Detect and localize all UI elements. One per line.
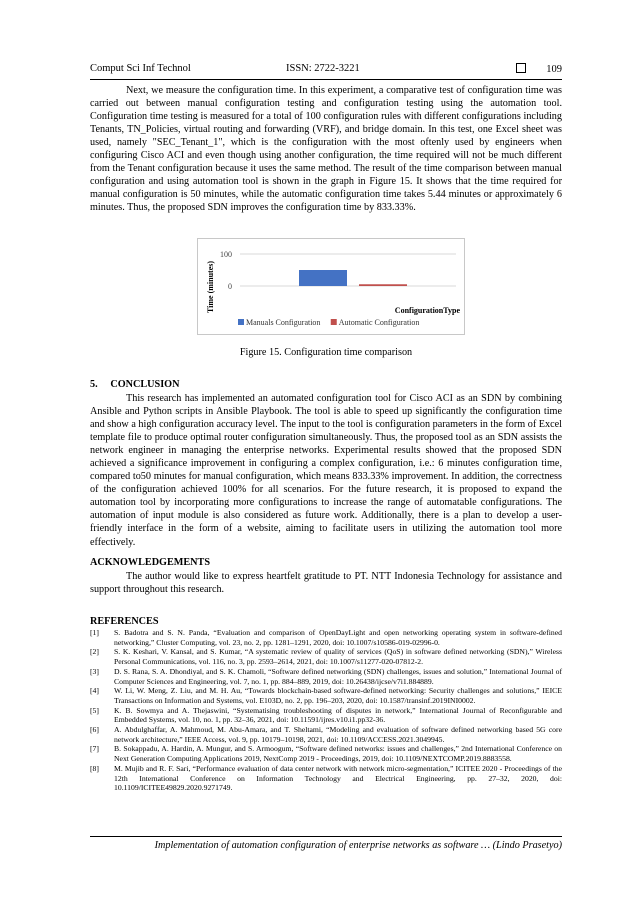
journal-name: Comput Sci Inf Technol [90, 63, 191, 74]
reference-list [90, 628, 562, 793]
x-axis-label: ConfigurationType [394, 306, 460, 315]
reference-number: [1] [90, 628, 99, 637]
legend-swatch [238, 319, 244, 325]
page-number-group [516, 63, 562, 75]
reference-item [90, 706, 562, 725]
reference-item [90, 667, 562, 686]
checkbox-square-icon [516, 63, 526, 73]
configuration-time-chart [197, 238, 465, 335]
reference-number: [4] [90, 686, 99, 696]
chart-grid [240, 254, 456, 286]
intro-paragraph [90, 84, 562, 214]
conclusion-heading [90, 379, 179, 390]
reference-text: W. Li, W. Meng, Z. Liu, and M. H. Au, “Towards blockchain-based software-defined networking: Security challenges and solutions,” IEICE Transactions on Information and Systems, vol. E103D, no. 2, pp. 196–203, 2020, doi: 10.1587/transinf.2019INI0002. [114, 686, 562, 705]
reference-text: D. S. Rana, S. A. Dhondiyal, and S. K. Chamoli, “Software defined networking (SDN) challenges, issues and solution,” International Journal of Computer Sciences and Engineering, vol. 7, no. 1, pp. 884–889, 2019, doi: 10.26438/ijcse/v7i1.884889. [114, 666, 562, 686]
reference-text: A. Abdulghaffar, A. Mahmoud, M. Abu-Amara, and T. Sheltami, “Modeling and evaluation of software defined networking based 5G core network architecture,” IEEE Access, vol. 9, pp. 10179–10198, 2021, doi: 10.1109/ACCESS.2021.3049945. [114, 725, 562, 744]
reference-number: [2] [90, 647, 99, 657]
y-tick-label: 100 [220, 250, 232, 259]
chart-bars [299, 270, 407, 286]
figure-caption: Figure 15. Configuration time comparison [239, 347, 413, 358]
reference-item [90, 725, 562, 744]
issn: ISSN: 2722-3221 [286, 63, 360, 74]
chart-svg [198, 239, 464, 334]
reference-item [90, 764, 562, 793]
bar-automatic-configuration [359, 284, 407, 286]
acknowledgements-paragraph [90, 570, 562, 596]
reference-text: M. Mujib and R. F. Sari, “Performance evaluation of data center network with network micro-segmentation,” ICITEE 2020 - Proceedings of the 12th International Conference on Information Technology and Electrical Engineering, pp. 27–32, 2020, doi: 10.1109/ICITEE49829.2020.9271749. [114, 763, 562, 793]
y-tick-label: 0 [228, 282, 232, 291]
y-axis-label: Time (minutes) [206, 260, 215, 314]
intro-text: Next, we measure the configuration time. In this experiment, a comparative test of configuration time was carried out between manual configuration testing and configuration testing using the automation tool. Configuration time testing is measured for a total of 100 configuration rules with different configurations including Tenants, TN_Policies, virtual routing and forwarding (VRF), and bridge domain. In this test, one Excel sheet was used, namely "SEC_Tenant_1", which is the configuration with the most oftenly used by engineers when configuring Cisco ACI and even though using another configuration, the time required will not be much different from the Tenant configuration because it uses the same method. The result of the time comparison between manual configuration and using automation tool is shown in the graph in Figure 15. It shows that the time required for manual configuration is 50 minutes, while the automatic configuration time takes 5.44 minutes or approximately 6 minutes. Thus, the proposed SDN improves the configuration time by 833.33%. [90, 85, 562, 214]
acknowledgements-text: The author would like to express heartfelt gratitude to PT. NTT Indonesia Technology for assistance and support throughout this research. [90, 571, 562, 596]
legend-label: Automatic Configuration [338, 318, 420, 327]
reference-text: S. Badotra and S. N. Panda, “Evaluation and comparison of OpenDayLight and open networking operating system in software-defined networking,” Cluster Computing, vol. 23, no. 2, pp. 1281–1291, 2020, doi: 10.1007/s10586-019-02996-0. [114, 628, 562, 647]
section-number: 5. [90, 379, 98, 390]
conclusion-text: This research has implemented an automated configuration tool for Cisco ACI as an SDN by combining Ansible and Python scripts in Ansible Playbook. The tool is able to speed up significantly the configuration time and show a high configuration accuracy level. The input to the tool is configuration parameters in the form of Excel template file to produce optimal router configuration simultaneously. Thus, the proposed tool as an SDN assists the network engineer in managing the enterprise networks. Experimental results showed that the proposed SDN achieved a significance improvement in configuring a complex configuration, i.e.: 6 minutes configuration time, compared to50 minutes for manual configuration, which means 833.33% improvement. In addition, the correctness of the configuration achieved 100% for all scenarios. For the future research, it is proposed to expand the automation tool by incorporating more configurations to increase the range of automatable configurations. The automation of input module is also considered as future work. Additionally, there is a plan to develop a user-friendly interface in the form of a website, aiming to facilitate users in utilizing the automation tool more effectively. [90, 393, 562, 548]
reference-item [90, 647, 562, 666]
page-header [90, 63, 562, 77]
reference-item [90, 628, 562, 647]
page-number: 109 [546, 64, 562, 75]
reference-text: S. K. Keshari, V. Kansal, and S. Kumar, “A systematic review of quality of services (QoS) in software defined networking (SDN),” Wireless Personal Communications, vol. 116, no. 3, pp. 2593–2614, 2021, doi: 10.1007/s11277-020-07812-2. [114, 647, 562, 667]
acknowledgements-heading: ACKNOWLEDGEMENTS [90, 557, 211, 568]
reference-item [90, 686, 562, 705]
chart-ticks [220, 250, 232, 291]
footer-rule [90, 836, 562, 837]
conclusion-paragraph [90, 392, 562, 549]
reference-item [90, 744, 562, 763]
page-footer: Implementation of automation configuration of enterprise networks as software … (Lindo Prasetyo) [154, 840, 562, 851]
reference-number: [5] [90, 705, 99, 715]
reference-number: [7] [90, 744, 99, 754]
chart-legend [238, 318, 419, 327]
legend-swatch [331, 319, 337, 325]
legend-label: Manuals Configuration [246, 318, 321, 327]
reference-number: [6] [90, 725, 99, 735]
reference-number: [8] [90, 763, 99, 773]
references-heading: REFERENCES [90, 616, 159, 627]
reference-text: B. Sokappadu, A. Hardin, A. Mungur, and S. Armoogum, “Software defined networks: issues and challenges,” 2nd International Conference on Next Generation Computing Applications 2019, NextComp 2019 - Proceedings, 2019, doi: 10.1109/NEXTCOMP.2019.8883558. [114, 744, 562, 764]
reference-number: [3] [90, 666, 99, 676]
header-rule [90, 79, 562, 80]
section-title: CONCLUSION [110, 379, 180, 390]
reference-text: K. B. Sowmya and A. Thejaswini, “Systematising troubleshooting of disputes in network,” International Journal of Reconfigurable and Embedded Systems, vol. 10, no. 1, pp. 32–36, 2021, doi: 10.11591/ijres.v10.i1.pp32-36. [114, 705, 562, 725]
bar-manuals-configuration [299, 270, 347, 286]
